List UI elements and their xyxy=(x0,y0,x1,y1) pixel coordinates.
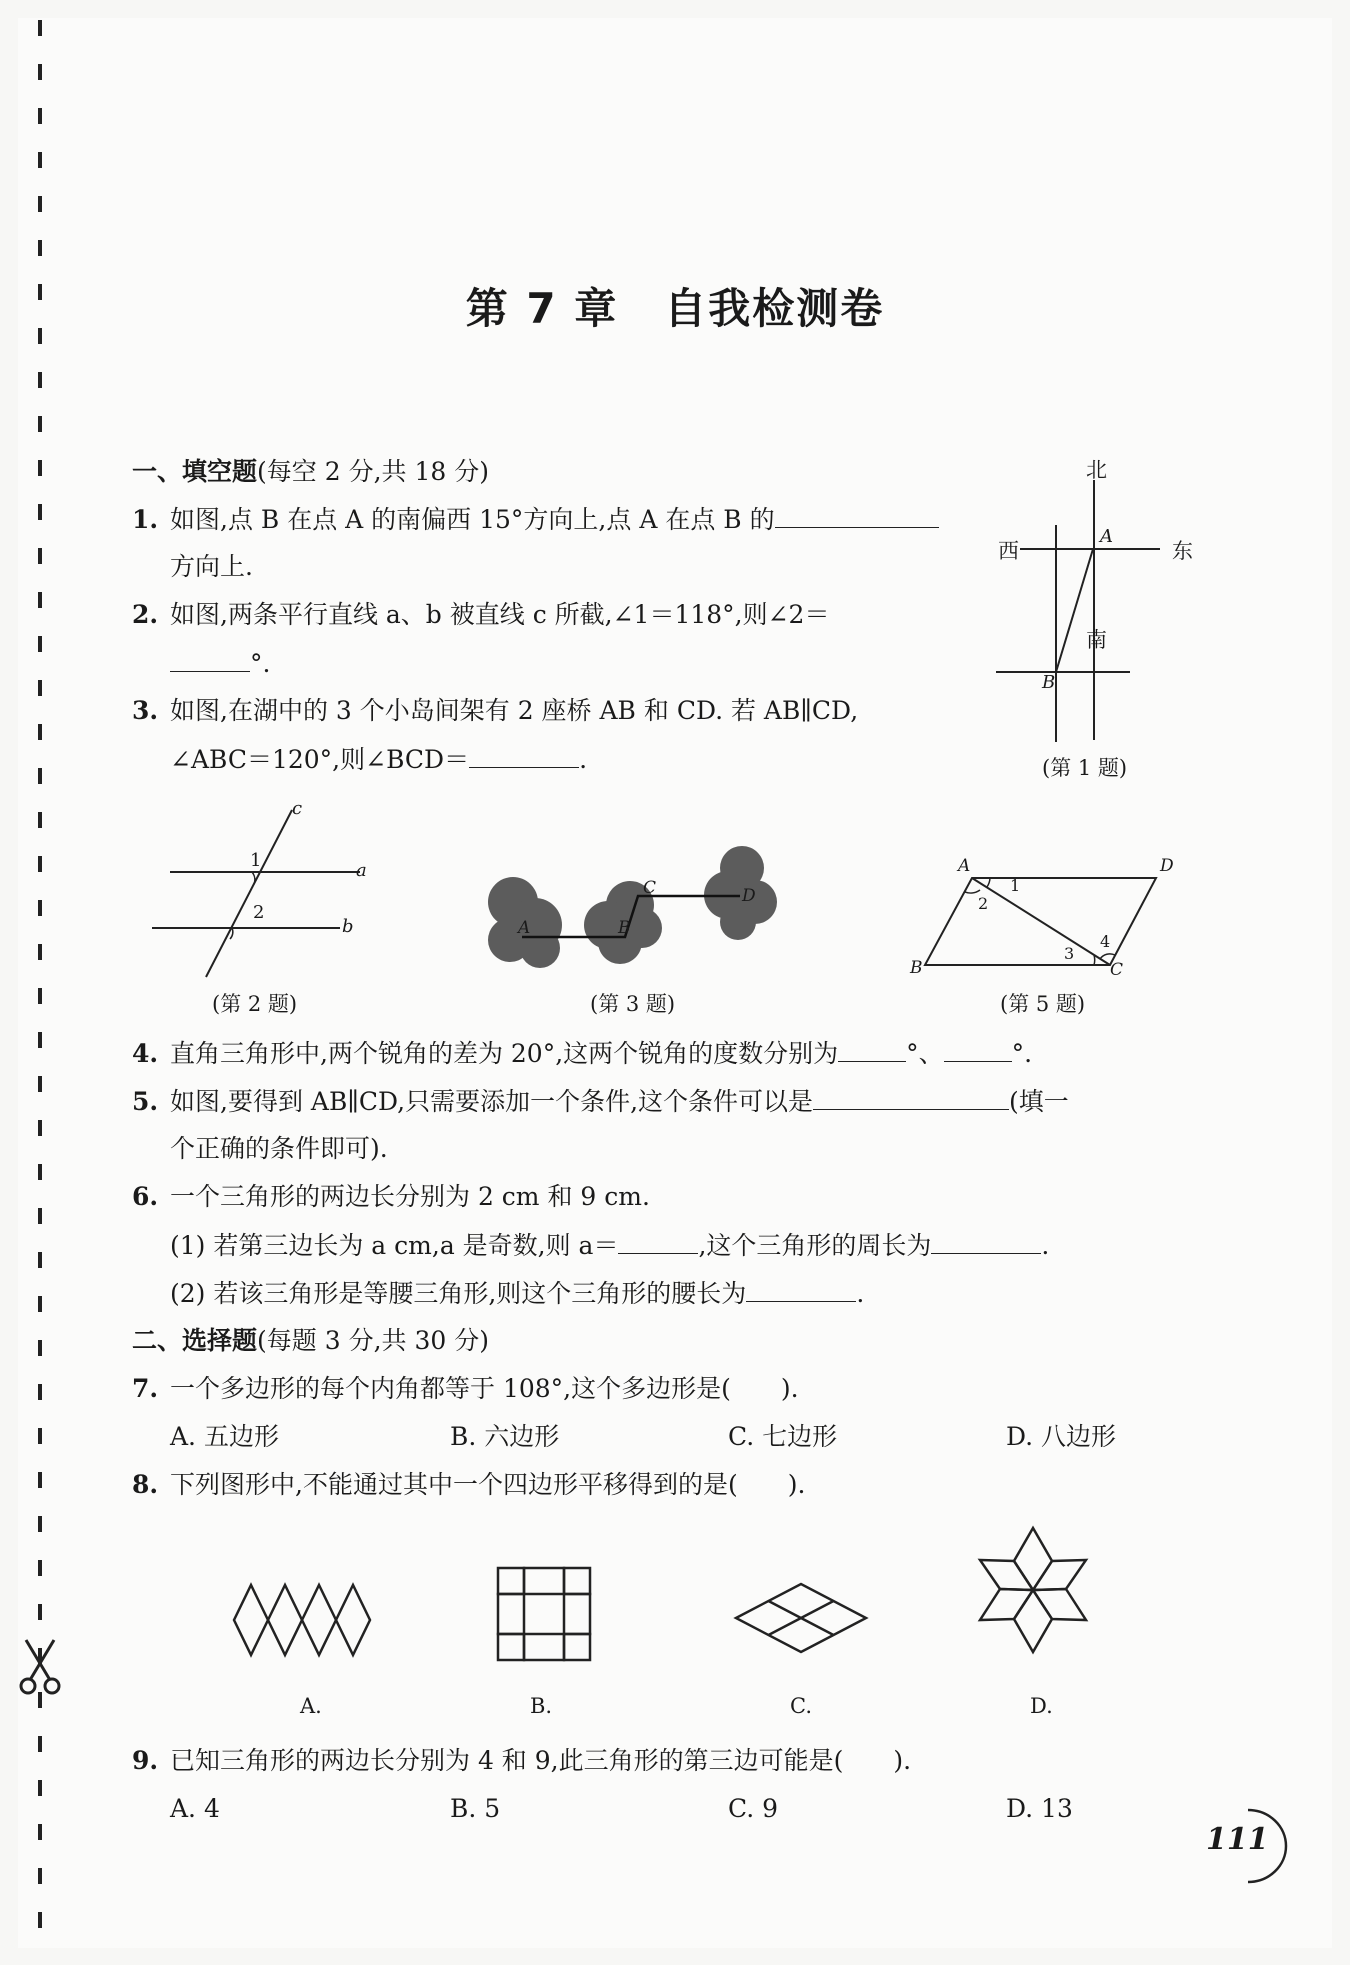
answer-blank[interactable] xyxy=(931,1229,1041,1254)
question-2-cont: °. xyxy=(170,647,270,680)
fig2-line-b: b xyxy=(342,916,354,937)
q9-option-c[interactable]: C. 9 xyxy=(728,1794,779,1823)
q7-option-d[interactable]: D. 八边形 xyxy=(1006,1422,1117,1451)
fig5-angle-1: 1 xyxy=(1010,876,1021,895)
q8-figure-c[interactable] xyxy=(734,1582,868,1654)
figure-3-islands xyxy=(480,840,790,990)
fig3-point-c: C xyxy=(643,878,657,898)
q9-option-a[interactable]: A. 4 xyxy=(170,1794,220,1823)
fig2-line-a: a xyxy=(356,860,367,881)
figure-1-compass xyxy=(980,450,1200,750)
q8-label-c: C. xyxy=(790,1694,812,1718)
q7-option-b[interactable]: B. 六边形 xyxy=(450,1422,560,1451)
figure-2-parallel-lines xyxy=(150,805,380,985)
q8-label-a: A. xyxy=(300,1694,322,1718)
answer-blank[interactable] xyxy=(170,647,250,672)
question-5-cont: 个正确的条件即可). xyxy=(170,1134,388,1163)
fig5-angle-2: 2 xyxy=(978,894,989,913)
answer-blank[interactable] xyxy=(813,1085,1009,1110)
question-6: 6. 一个三角形的两边长分别为 2 cm 和 9 cm. xyxy=(132,1182,650,1211)
question-9: 9. 已知三角形的两边长分别为 4 和 9,此三角形的第三边可能是( ). xyxy=(132,1746,912,1775)
question-7: 7. 一个多边形的每个内角都等于 108°,这个多边形是( ). xyxy=(132,1374,799,1403)
page-title xyxy=(0,276,1350,336)
answer-blank[interactable] xyxy=(838,1037,906,1062)
q8-figure-b[interactable] xyxy=(496,1566,594,1664)
fig1-west-label: 西 xyxy=(998,539,1019,563)
fig5-point-c: C xyxy=(1110,960,1124,980)
q7-option-a[interactable]: A. 五边形 xyxy=(170,1422,279,1451)
fig1-point-a: A xyxy=(1100,526,1113,547)
answer-blank[interactable] xyxy=(775,503,939,528)
fig5-point-b: B xyxy=(910,958,923,978)
question-8: 8. 下列图形中,不能通过其中一个四边形平移得到的是( ). xyxy=(132,1470,806,1499)
figure-5-quadrilateral xyxy=(910,860,1170,980)
fig1-point-b: B xyxy=(1042,672,1056,693)
page-number: 111 xyxy=(1206,1822,1269,1857)
q7-option-c[interactable]: C. 七边形 xyxy=(728,1422,838,1451)
q9-option-d[interactable]: D. 13 xyxy=(1006,1794,1073,1823)
fig5-angle-4: 4 xyxy=(1100,932,1111,951)
section-choice-heading: 二、选择题(每题 3 分,共 30 分) xyxy=(132,1326,489,1355)
fig2-angle-1: 1 xyxy=(250,850,262,871)
answer-blank[interactable] xyxy=(469,743,579,768)
answer-blank[interactable] xyxy=(746,1277,856,1302)
fig2-line-c: c xyxy=(292,798,303,819)
title-text: 自我检测卷 xyxy=(664,284,885,333)
fig3-caption: (第 3 题) xyxy=(590,992,676,1016)
q8-figure-a[interactable] xyxy=(234,1585,374,1655)
q8-label-b: B. xyxy=(530,1694,553,1718)
question-4: 4. 直角三角形中,两个锐角的差为 20°,这两个锐角的度数分别为 °、 °. xyxy=(132,1039,1033,1068)
fig5-angle-3: 3 xyxy=(1064,944,1075,963)
answer-blank[interactable] xyxy=(618,1229,698,1254)
fig3-point-d: D xyxy=(742,886,756,906)
fig5-point-a: A xyxy=(958,856,971,876)
q8-label-d: D. xyxy=(1030,1694,1053,1718)
question-3-cont: ∠ABC＝120°,则∠BCD＝ . xyxy=(170,745,588,774)
question-3: 3. 如图,在湖中的 3 个小岛间架有 2 座桥 AB 和 CD. 若 AB∥CD, xyxy=(132,696,859,725)
question-1-cont: 方向上. xyxy=(170,552,253,581)
section-fill-heading: 一、填空题(每空 2 分,共 18 分) xyxy=(132,457,489,486)
fig2-angle-2: 2 xyxy=(253,902,265,923)
fig5-caption: (第 5 题) xyxy=(1000,992,1086,1016)
fig2-caption: (第 2 题) xyxy=(212,992,298,1016)
fig5-point-d: D xyxy=(1160,856,1174,876)
page-number-bracket xyxy=(1238,1808,1288,1884)
fig1-caption: (第 1 题) xyxy=(1042,756,1128,780)
question-1: 1. 如图,点 B 在点 A 的南偏西 15°方向上,点 A 在点 B 的 xyxy=(132,503,939,536)
fig1-north-label: 北 xyxy=(1086,458,1107,482)
chapter-label: 第 7 章 xyxy=(465,284,619,333)
q8-figure-d[interactable] xyxy=(976,1526,1090,1654)
question-5: 5. 如图,要得到 AB∥CD,只需要添加一个条件,这个条件可以是 (填一 xyxy=(132,1087,1069,1116)
fig1-south-label: 南 xyxy=(1086,628,1107,652)
q9-option-b[interactable]: B. 5 xyxy=(450,1794,501,1823)
question-6-part-2: (2) 若该三角形是等腰三角形,则这个三角形的腰长为 . xyxy=(170,1279,865,1308)
fig1-east-label: 东 xyxy=(1172,539,1193,563)
scissors-icon xyxy=(18,1640,62,1698)
question-6-part-1: (1) 若第三边长为 a cm,a 是奇数,则 a＝ ,这个三角形的周长为 . xyxy=(170,1231,1050,1260)
answer-blank[interactable] xyxy=(944,1037,1012,1062)
fig3-point-a: A xyxy=(518,918,531,938)
fig3-point-b: B xyxy=(618,918,631,938)
question-2: 2. 如图,两条平行直线 a、b 被直线 c 所截,∠1＝118°,则∠2＝ xyxy=(132,600,830,629)
